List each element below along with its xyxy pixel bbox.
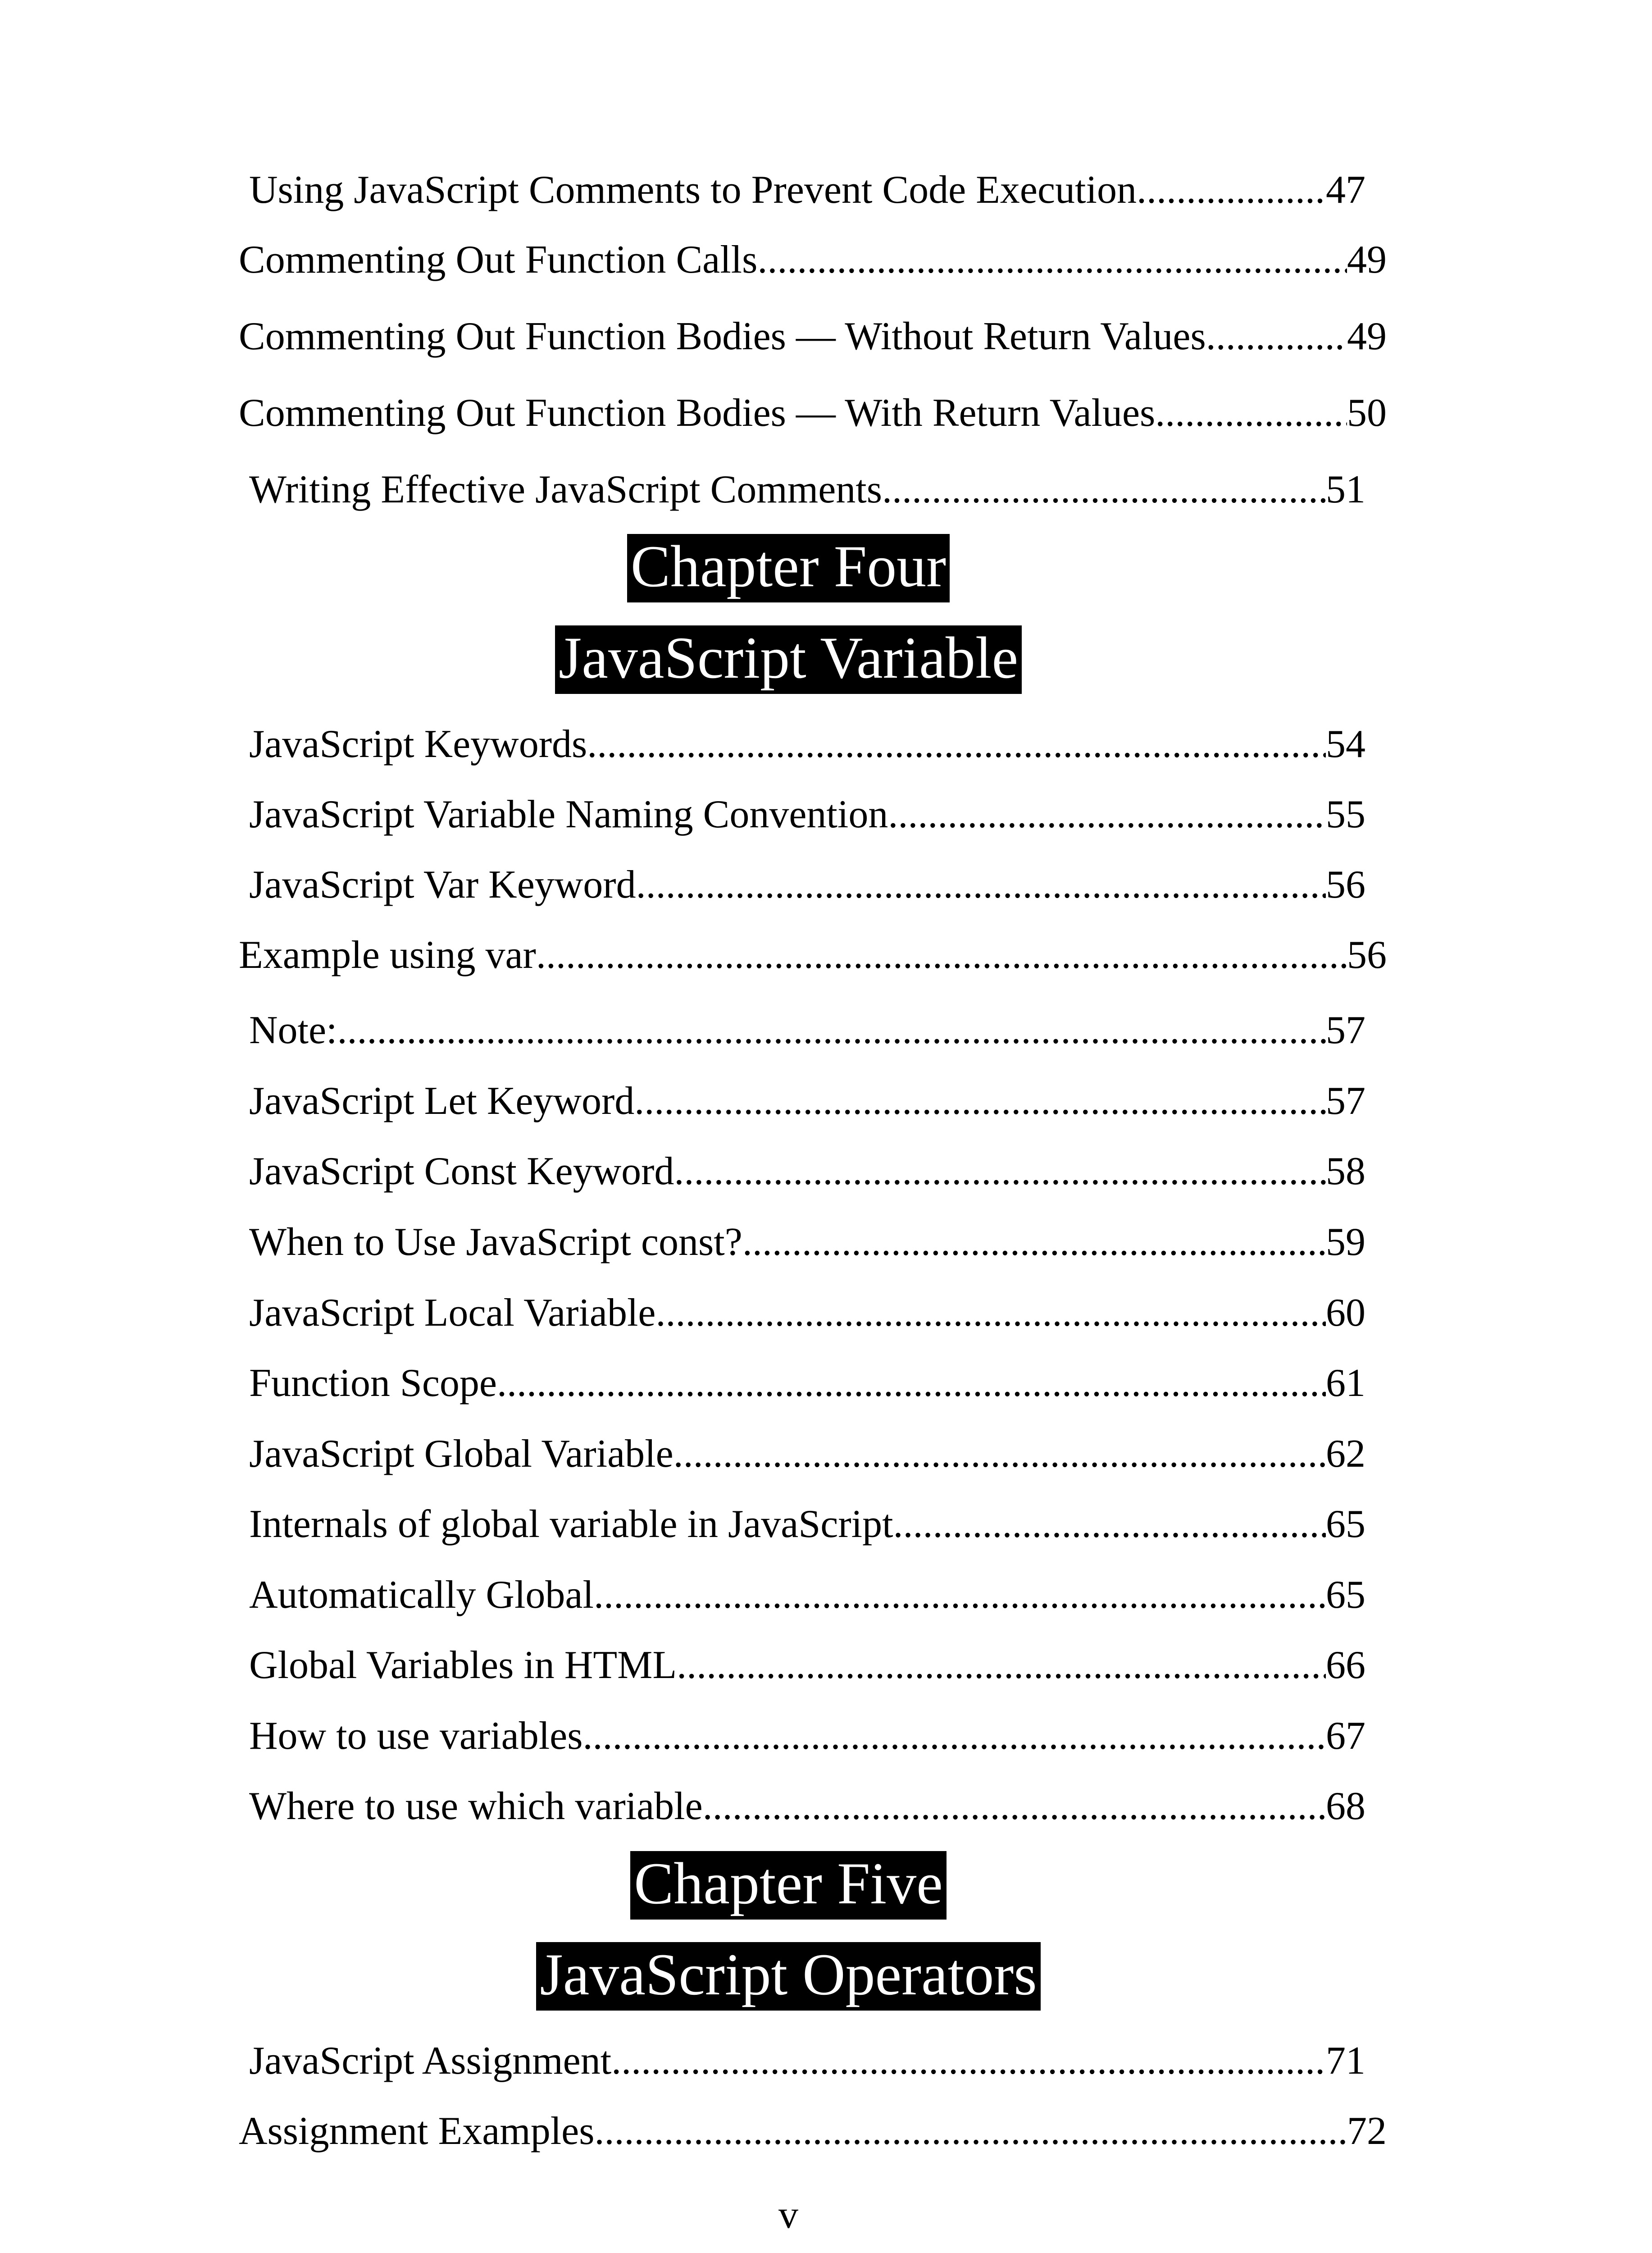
toc-leader (742, 1222, 1326, 1262)
toc-entry-title: Function Scope (249, 1361, 497, 1405)
toc-leader (1206, 317, 1347, 356)
toc-entry-title: JavaScript Local Variable (249, 1291, 656, 1335)
toc-entry-page: 57 (1326, 1079, 1365, 1123)
toc-entry-page: 57 (1326, 1008, 1365, 1052)
toc-entry-title: Internals of global variable in JavaScript (249, 1502, 893, 1546)
toc-entry-page: 71 (1326, 2039, 1365, 2083)
toc-entry (249, 470, 1365, 510)
toc-leader (703, 1787, 1326, 1826)
toc-entry-page: 65 (1326, 1573, 1365, 1617)
toc-entry (249, 1293, 1365, 1333)
chapter-title-text: JavaScript Variable (555, 625, 1022, 694)
toc-entry-title: Assignment Examples (239, 2109, 595, 2153)
toc-entry (239, 240, 1387, 280)
toc-entry-title: Note: (249, 1008, 337, 1052)
toc-entry-title: JavaScript Variable Naming Convention (249, 793, 888, 836)
toc-entry (249, 1222, 1365, 1262)
toc-entry-page: 47 (1326, 168, 1365, 212)
toc-leader (757, 240, 1347, 280)
toc-leader (497, 1364, 1326, 1403)
toc-entry (249, 2041, 1365, 2081)
toc-entry-title: JavaScript Var Keyword (249, 863, 636, 907)
chapter-five-label (0, 1851, 1577, 1920)
toc-entry (249, 1361, 1365, 1405)
toc-entry-page: 50 (1347, 391, 1387, 435)
toc-leader (636, 865, 1326, 905)
chapter-label-text: Chapter Five (630, 1851, 947, 1920)
toc-leader (882, 470, 1326, 510)
toc-leader (674, 1152, 1326, 1191)
toc-entry-title: JavaScript Global Variable (249, 1432, 674, 1476)
toc-leader (888, 795, 1326, 835)
toc-entry-title: Global Variables in HTML (249, 1643, 677, 1687)
toc-leader (594, 1575, 1326, 1615)
toc-leader (594, 2112, 1347, 2151)
toc-entry (249, 795, 1365, 835)
toc-entry (249, 722, 1365, 766)
toc-entry-page: 72 (1347, 2109, 1387, 2153)
toc-entry-title: Commenting Out Function Bodies — With Return Values (239, 391, 1156, 435)
toc-leader (337, 1011, 1326, 1050)
toc-entry (249, 1434, 1365, 1474)
toc-entry (239, 393, 1387, 433)
toc-entry (239, 935, 1387, 975)
chapter-four-label (0, 534, 1577, 602)
toc-leader (1155, 393, 1347, 433)
toc-entry-title: When to Use JavaScript const? (249, 1220, 742, 1264)
toc-entry-title: Using JavaScript Comments to Prevent Code Execution (249, 168, 1137, 212)
toc-entry-title: Commenting Out Function Bodies — Without Return Values (239, 315, 1206, 358)
toc-entry (249, 1575, 1365, 1615)
toc-entry-title: Where to use which variable (249, 1784, 703, 1828)
toc-entry (249, 1502, 1365, 1546)
toc-entry-page: 59 (1326, 1220, 1365, 1264)
toc-entry (249, 1784, 1365, 1828)
toc-leader (587, 725, 1326, 764)
toc-entry-page: 56 (1347, 933, 1387, 977)
chapter-four-title (0, 625, 1577, 694)
toc-entry (249, 1008, 1365, 1052)
toc-leader (634, 1081, 1326, 1121)
toc-entry-page: 66 (1326, 1643, 1365, 1687)
toc-entry (249, 1643, 1365, 1687)
toc-entry (249, 865, 1365, 905)
toc-entry-page: 68 (1326, 1784, 1365, 1828)
chapter-label-text: Chapter Four (627, 534, 950, 602)
toc-entry-page: 49 (1347, 238, 1387, 282)
toc-entry-title: Commenting Out Function Calls (239, 238, 758, 282)
toc-entry-page: 49 (1347, 315, 1387, 358)
toc-entry (239, 317, 1387, 356)
toc-entry (239, 2109, 1387, 2153)
toc-entry-page: 58 (1326, 1149, 1365, 1193)
toc-entry (249, 1081, 1365, 1121)
toc-entry-page: 62 (1326, 1432, 1365, 1476)
toc-leader (583, 1716, 1326, 1756)
toc-entry-title: JavaScript Let Keyword (249, 1079, 635, 1123)
chapter-title-text: JavaScript Operators (536, 1942, 1040, 2011)
toc-leader (536, 935, 1347, 975)
chapter-five-title (0, 1942, 1577, 2011)
toc-entry (249, 1716, 1365, 1756)
toc-leader (674, 1434, 1326, 1474)
toc-entry (249, 170, 1365, 210)
toc-entry-page: 55 (1326, 793, 1365, 836)
toc-leader (611, 2041, 1326, 2081)
toc-entry-page: 67 (1326, 1714, 1365, 1758)
toc-entry-title: JavaScript Const Keyword (249, 1149, 674, 1193)
toc-leader (655, 1293, 1326, 1333)
toc-entry-page: 65 (1326, 1502, 1365, 1546)
toc-entry (249, 1149, 1365, 1193)
toc-entry-page: 51 (1326, 468, 1365, 511)
toc-entry-page: 60 (1326, 1291, 1365, 1335)
toc-leader (677, 1646, 1326, 1685)
toc-entry-title: Writing Effective JavaScript Comments (249, 468, 882, 511)
toc-entry-page: 61 (1326, 1361, 1365, 1405)
toc-entry-title: JavaScript Assignment (249, 2039, 612, 2083)
page-number: v (778, 2193, 798, 2237)
toc-entry-title: JavaScript Keywords (249, 722, 587, 766)
toc-leader (1137, 170, 1326, 210)
toc-entry-page: 54 (1326, 722, 1365, 766)
toc-entry-title: Example using var (239, 933, 536, 977)
toc-entry-title: Automatically Global (249, 1573, 594, 1617)
toc-entry-page: 56 (1326, 863, 1365, 907)
toc-entry-title: How to use variables (249, 1714, 583, 1758)
toc-leader (893, 1505, 1326, 1544)
